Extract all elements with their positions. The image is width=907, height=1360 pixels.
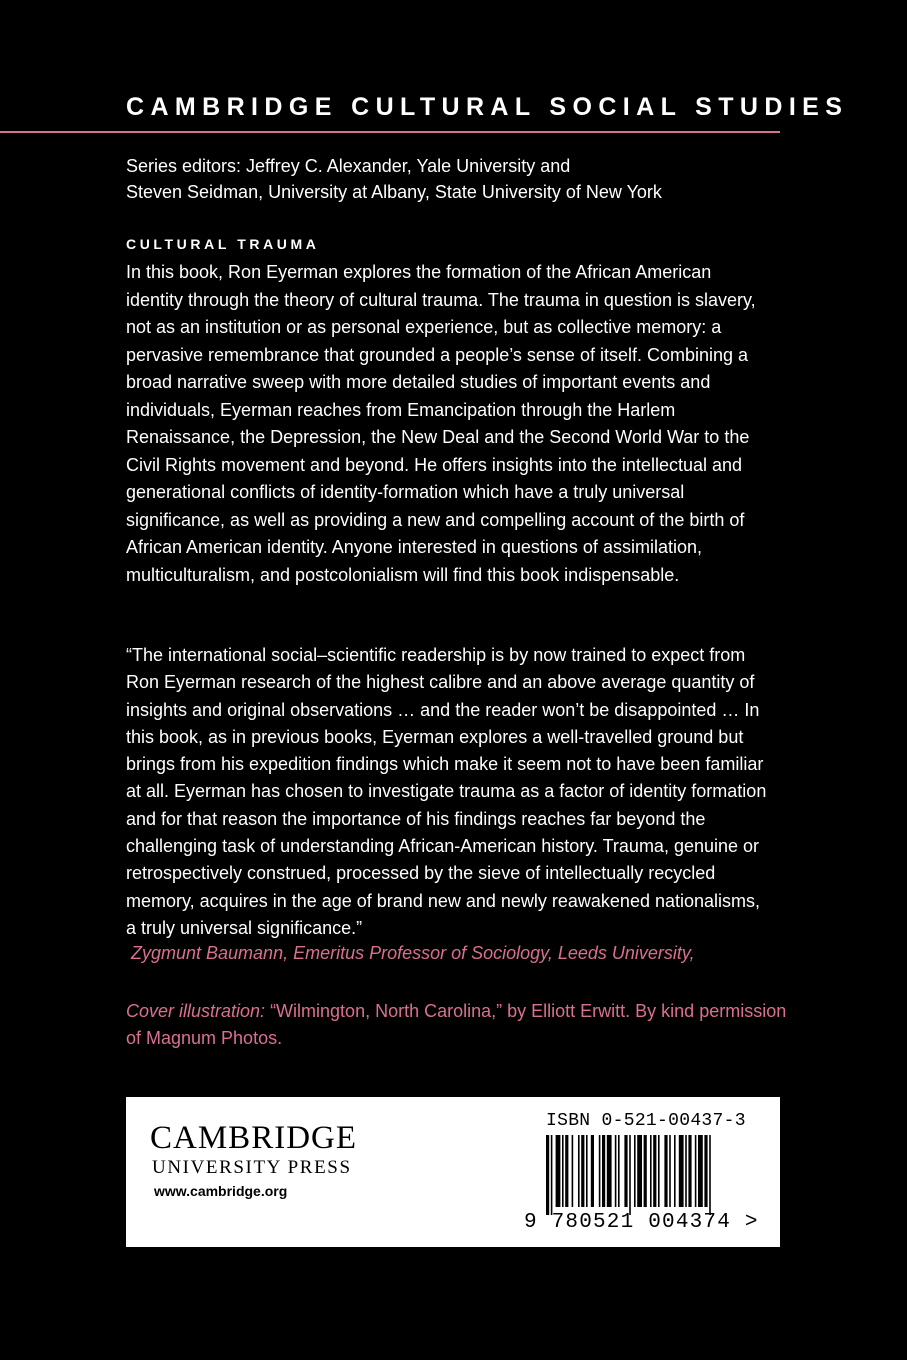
publisher-url: www.cambridge.org xyxy=(154,1183,288,1199)
barcode-bar xyxy=(586,1135,588,1207)
barcode-bar xyxy=(618,1135,620,1207)
barcode-bar xyxy=(644,1135,647,1207)
barcode-bar xyxy=(607,1135,612,1207)
book-title: CULTURAL TRAUMA xyxy=(126,236,320,252)
cover-credit-label: Cover illustration: xyxy=(126,1001,266,1021)
isbn-label: ISBN 0-521-00437-3 xyxy=(546,1111,746,1131)
book-description xyxy=(126,259,796,589)
quote-line: at all. Eyerman has chosen to investigate trauma as a factor of identity formation xyxy=(126,781,767,802)
quote-line: this book, as in previous books, Eyerman explores a well-travelled ground but xyxy=(126,726,744,747)
quote-line: brings from his expedition findings which make it seem not to have been familiar xyxy=(126,754,764,775)
review-quote xyxy=(126,642,796,942)
barcode-bar xyxy=(624,1135,627,1207)
cover-credit-text: “Wilmington, North Carolina,” by Elliott Erwitt. By kind permission xyxy=(265,1001,787,1021)
cover-credit-line: of Magnum Photos. xyxy=(126,1028,283,1048)
barcode-bar xyxy=(556,1135,561,1207)
barcode-bar xyxy=(546,1135,549,1215)
cover-credit-line xyxy=(126,998,796,1025)
barcode-bar xyxy=(709,1135,711,1215)
barcode-bar xyxy=(551,1135,553,1215)
description-line: individuals, Eyerman reaches from Emancipation through the Harlem xyxy=(126,399,676,420)
barcode-bar xyxy=(688,1135,691,1207)
series-editors-line: Series editors: Jeffrey C. Alexander, Yale University and xyxy=(126,156,571,176)
barcode-bar xyxy=(685,1135,687,1207)
barcode-bar xyxy=(565,1135,568,1207)
barcode-bar xyxy=(602,1135,605,1207)
barcode-bar xyxy=(695,1135,697,1207)
barcode-bar xyxy=(591,1135,594,1207)
quote-line: challenging task of understanding African-American history. Trauma, genuine or xyxy=(126,836,760,857)
barcode-bar xyxy=(637,1135,642,1207)
series-editors-line: Steven Seidman, University at Albany, State University of New York xyxy=(126,182,662,202)
description-line: multiculturalism, and postcolonialism will find this book indispensable. xyxy=(126,564,680,585)
description-line: pervasive remembrance that grounded a people’s sense of itself. Combining a xyxy=(126,344,749,365)
publisher-logo-press: UNIVERSITY PRESS xyxy=(152,1157,352,1178)
quote-line: a truly universal significance.” xyxy=(126,917,363,938)
barcode-bar xyxy=(653,1135,656,1207)
publisher-panel xyxy=(126,1097,780,1247)
barcode-bar xyxy=(650,1135,652,1207)
barcode-bar xyxy=(698,1135,703,1207)
barcode-bar xyxy=(634,1135,636,1207)
barcode-bar xyxy=(658,1135,660,1207)
series-title: CAMBRIDGE CULTURAL SOCIAL STUDIES xyxy=(126,93,849,121)
barcode-bar xyxy=(664,1135,667,1207)
cover-credit xyxy=(126,998,796,1052)
barcode-digits: 9 780521 004374 > xyxy=(524,1211,759,1234)
quote-line: memory, acquires in the age of brand new and newly reawakened nationalisms, xyxy=(126,890,761,911)
barcode-bar xyxy=(599,1135,601,1207)
publisher-logo-name: CAMBRIDGE xyxy=(150,1120,358,1156)
barcode-bar xyxy=(704,1135,707,1207)
barcode-bar xyxy=(674,1135,676,1207)
barcode-bar xyxy=(679,1135,684,1207)
barcode-bar xyxy=(562,1135,564,1207)
description-line: generational conflicts of identity-formation which have a truly universal xyxy=(126,482,685,502)
description-line: not as an institution or as personal experience, but as collective memory: a xyxy=(126,317,722,337)
barcode-bar xyxy=(629,1135,631,1215)
series-divider xyxy=(0,131,780,133)
quote-line: retrospectively construed, processed by the sieve of intellectually recycled xyxy=(126,863,716,884)
quote-line: and for that reason the importance of his findings reaches far beyond the xyxy=(126,808,706,829)
series-editors xyxy=(126,153,786,205)
description-line: broad narrative sweep with more detailed studies of important events and xyxy=(126,372,711,392)
barcode xyxy=(546,1135,760,1215)
quote-line: insights and original observations … and the reader won’t be disappointed … In xyxy=(126,699,760,720)
description-line: Civil Rights movement and beyond. He offers insights into the intellectual and xyxy=(126,454,743,475)
description-line: significance, as well as providing a new and compelling account of the birth of xyxy=(126,509,745,530)
description-line: African American identity. Anyone interested in questions of assimilation, xyxy=(126,537,702,557)
quote-line: Ron Eyerman research of the highest calibre and an above average quantity of xyxy=(126,672,755,693)
quote-line: “The international social–scientific readership is by now trained to expect from xyxy=(126,645,746,665)
description-line: Renaissance, the Depression, the New Deal and the Second World War to the xyxy=(126,427,750,447)
description-line: In this book, Ron Eyerman explores the formation of the African American xyxy=(126,262,712,282)
barcode-bar xyxy=(581,1135,584,1207)
review-attribution: Zygmunt Baumann, Emeritus Professor of Sociology, Leeds University, xyxy=(131,943,695,963)
barcode-bar xyxy=(669,1135,671,1207)
barcode-bar xyxy=(572,1135,574,1207)
barcode-bar xyxy=(578,1135,580,1207)
description-line: identity through the theory of cultural trauma. The trauma in question is slavery, xyxy=(126,289,756,310)
barcode-bar xyxy=(615,1135,617,1207)
